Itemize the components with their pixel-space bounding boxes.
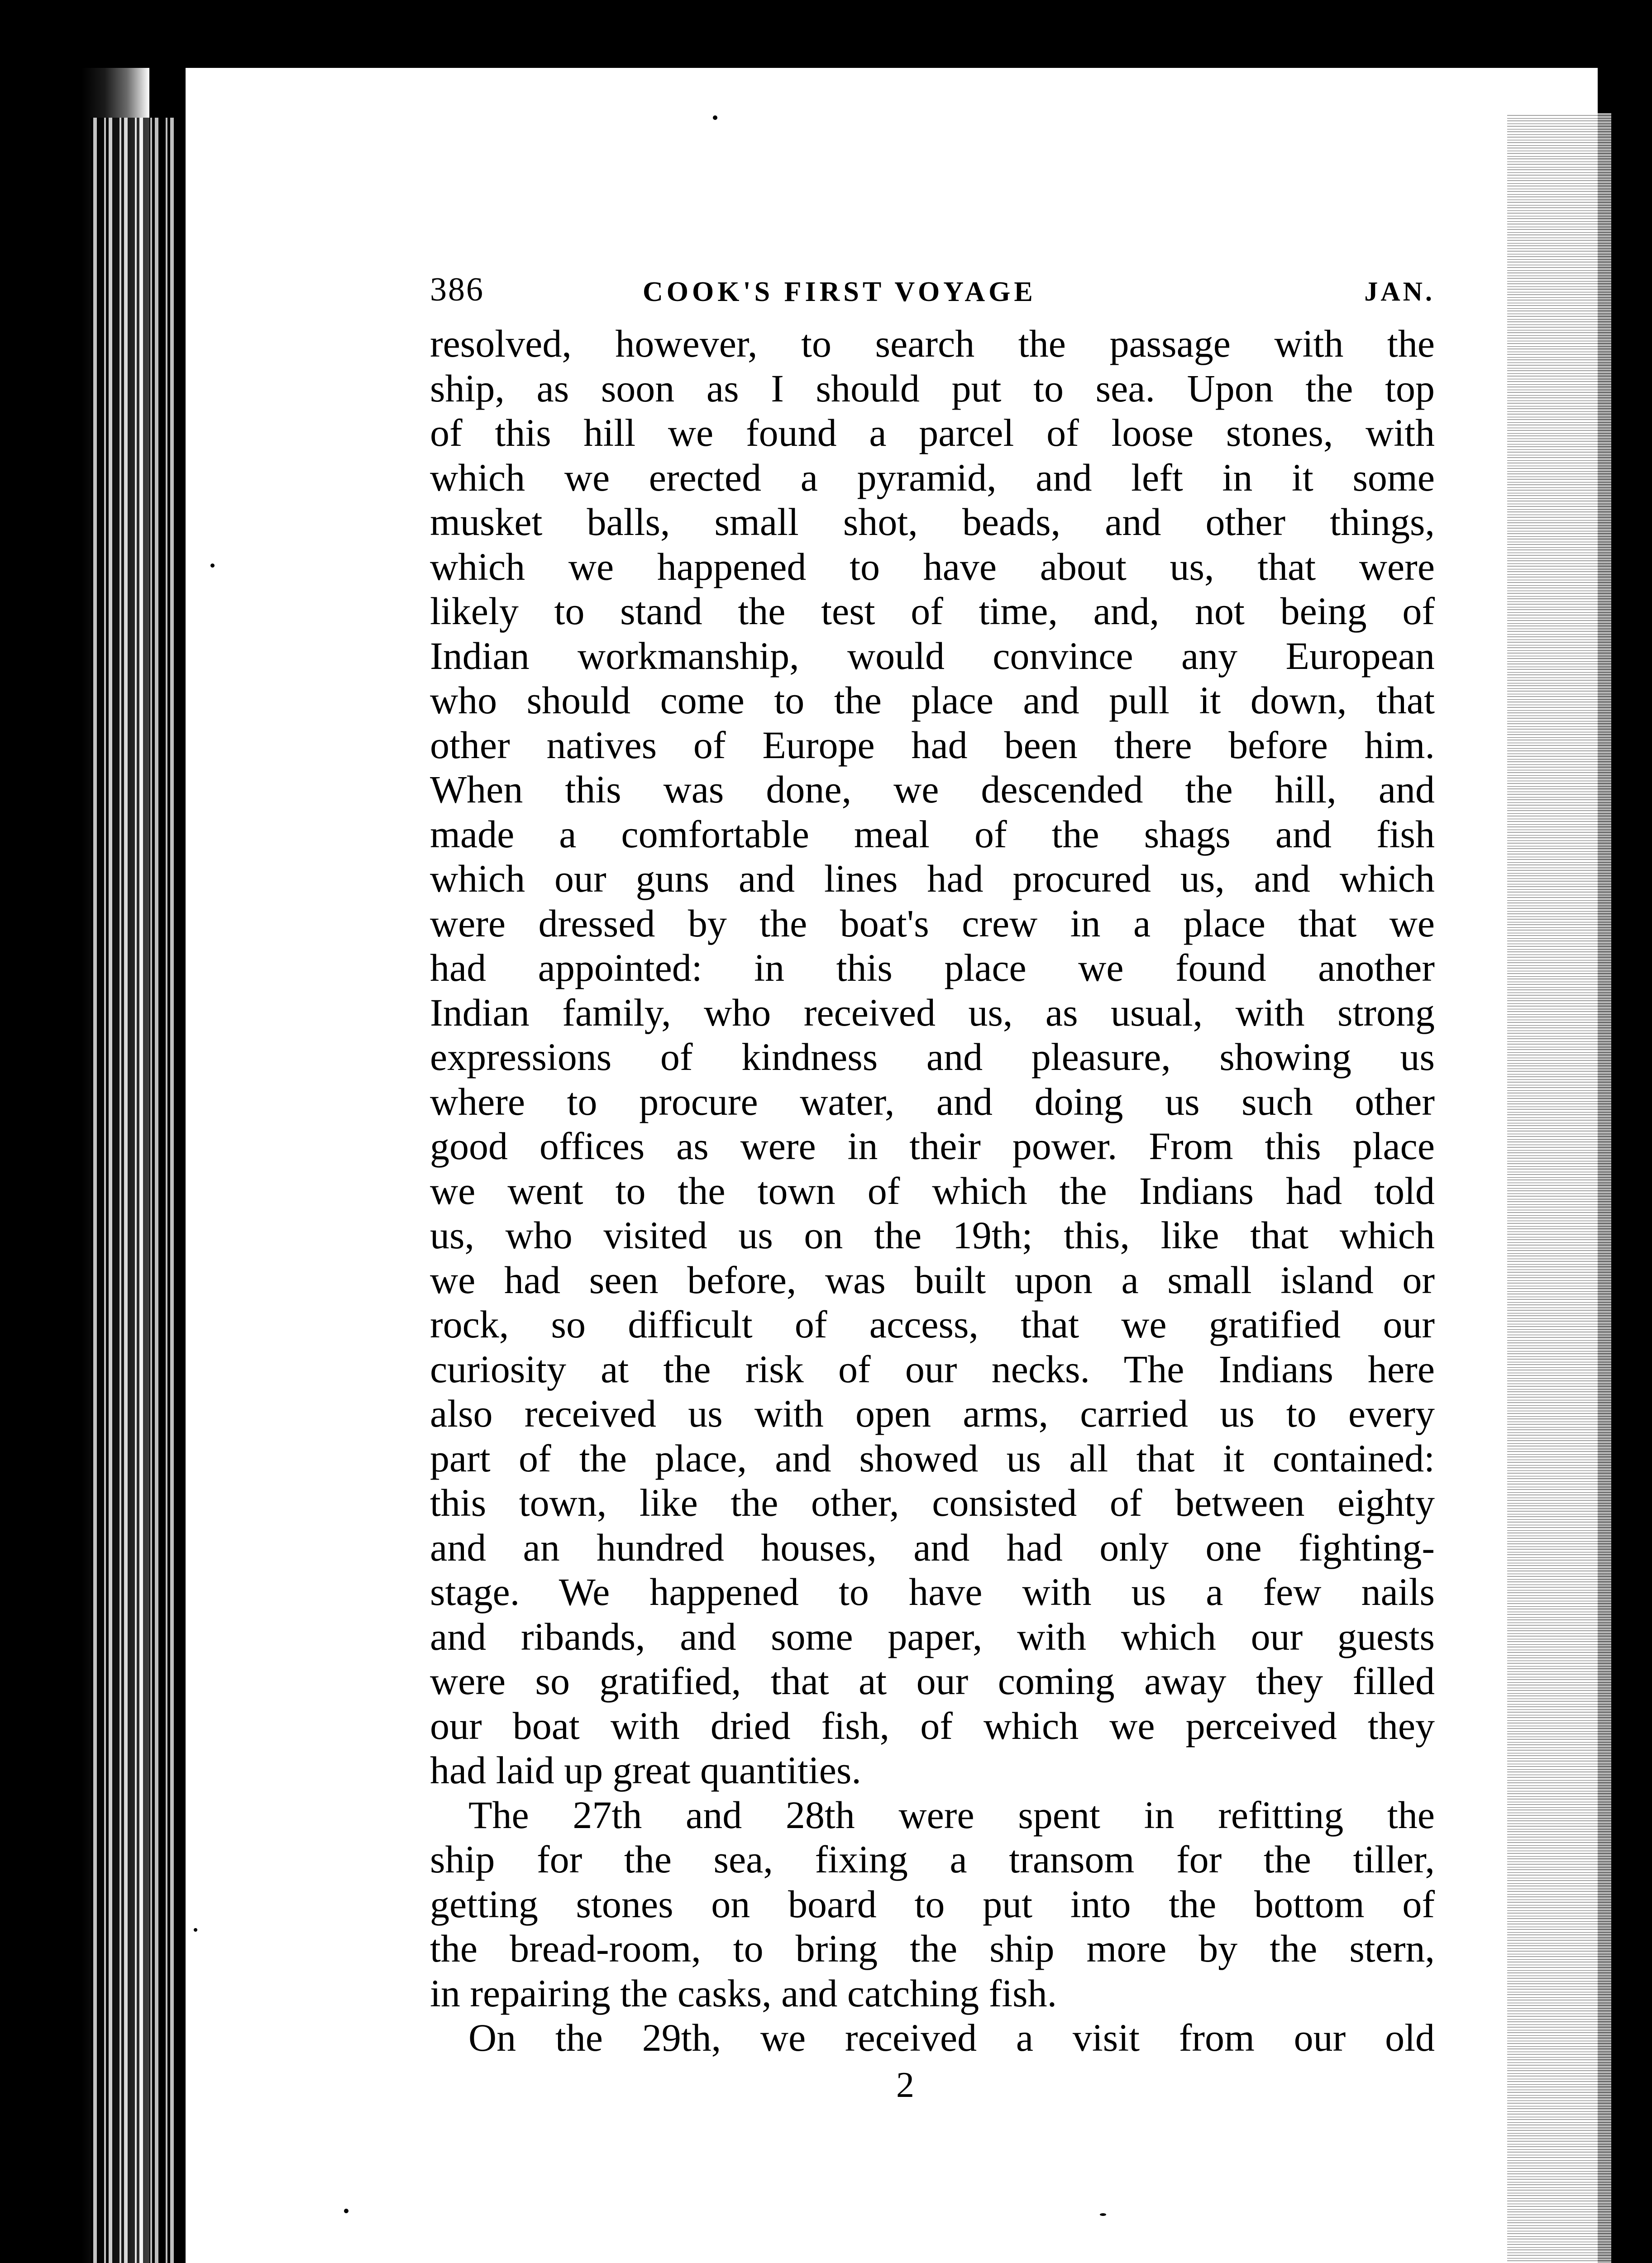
text-line: Indian family, who received us, as usual, with strong xyxy=(430,990,1435,1034)
text-line: in repairing the casks, and catching fish. xyxy=(430,1971,1057,2015)
text-line: rock, so difficult of access, that we gratified our xyxy=(430,1303,1435,1346)
paragraph-3 xyxy=(430,2015,1435,2060)
text-line: us, who visited us on the 19th; this, like that which xyxy=(430,1213,1435,1257)
text-line: were dressed by the boat's crew in a place that we xyxy=(430,901,1435,945)
text-line: other natives of Europe had been there before him. xyxy=(430,723,1435,767)
dust-speck xyxy=(194,1928,197,1932)
text-line: of this hill we found a parcel of loose stones, with xyxy=(430,411,1435,454)
text-line: Indian workmanship, would convince any European xyxy=(430,634,1435,678)
running-head xyxy=(430,253,1435,321)
text-line: ship for the sea, fixing a transom for the tiller, xyxy=(430,1838,1435,1881)
text-line: we went to the town of which the Indians had told xyxy=(430,1169,1435,1213)
text-line: part of the place, and showed us all that it contained: xyxy=(430,1436,1435,1480)
text-line: The 27th and 28th were spent in refitting the xyxy=(468,1793,1435,1837)
dust-speck xyxy=(713,115,717,120)
text-line: who should come to the place and pull it down, that xyxy=(430,678,1435,722)
text-line: ship, as soon as I should put to sea. Upon the top xyxy=(430,366,1435,410)
dust-speck xyxy=(1100,2213,1106,2216)
text-line: When this was done, we descended the hill, and xyxy=(430,768,1435,811)
paragraph-2 xyxy=(430,1793,1435,2016)
dust-speck xyxy=(210,563,215,568)
text-line: stage. We happened to have with us a few nails xyxy=(430,1570,1435,1614)
text-line: which our guns and lines had procured us, and which xyxy=(430,857,1435,900)
page-edge-shading xyxy=(1507,113,1611,2263)
running-title: COOK'S FIRST VOYAGE xyxy=(643,277,1036,307)
text-line: which we erected a pyramid, and left in it some xyxy=(430,455,1435,499)
text-column xyxy=(430,253,1435,2107)
text-line: and ribands, and some paper, with which our guests xyxy=(430,1614,1435,1658)
text-line: this town, like the other, consisted of between eighty xyxy=(430,1481,1435,1524)
scan-border-right xyxy=(1611,104,1652,2263)
text-line: made a comfortable meal of the shags and fish xyxy=(430,812,1435,856)
text-line: On the 29th, we received a visit from our old xyxy=(468,2016,1435,2059)
text-line: were so gratified, that at our coming away they filled xyxy=(430,1659,1435,1703)
text-line: and an hundred houses, and had only one fighting- xyxy=(430,1525,1435,1569)
text-line: resolved, however, to search the passage with the xyxy=(430,322,1435,365)
text-line: good offices as were in their power. From this place xyxy=(430,1124,1435,1168)
text-line: we had seen before, was built upon a small island or xyxy=(430,1258,1435,1302)
text-line: getting stones on board to put into the bottom of xyxy=(430,1882,1435,1926)
text-line: our boat with dried fish, of which we perceived they xyxy=(430,1704,1435,1747)
paragraph-1 xyxy=(430,321,1435,1793)
text-line: also received us with open arms, carried us to every xyxy=(430,1392,1435,1435)
text-line: had laid up great quantities. xyxy=(430,1748,861,1792)
running-month: JAN. xyxy=(1364,277,1435,306)
signature-mark: 2 xyxy=(896,2065,914,2105)
text-line: curiosity at the risk of our necks. The Indians here xyxy=(430,1347,1435,1391)
text-line: which we happened to have about us, that were xyxy=(430,544,1435,588)
text-line: musket balls, small shot, beads, and other things, xyxy=(430,500,1435,544)
page-number: 386 xyxy=(430,271,484,308)
text-line: the bread-room, to bring the ship more by the stern, xyxy=(430,1927,1435,1970)
gutter-shadow-streaks xyxy=(91,118,177,2263)
text-line: where to procure water, and doing us such other xyxy=(430,1079,1435,1123)
text-line: expressions of kindness and pleasure, showing us xyxy=(430,1035,1435,1079)
text-line: had appointed: in this place we found another xyxy=(430,946,1435,989)
text-line: likely to stand the test of time, and, not being of xyxy=(430,589,1435,633)
dust-speck xyxy=(344,2209,349,2213)
